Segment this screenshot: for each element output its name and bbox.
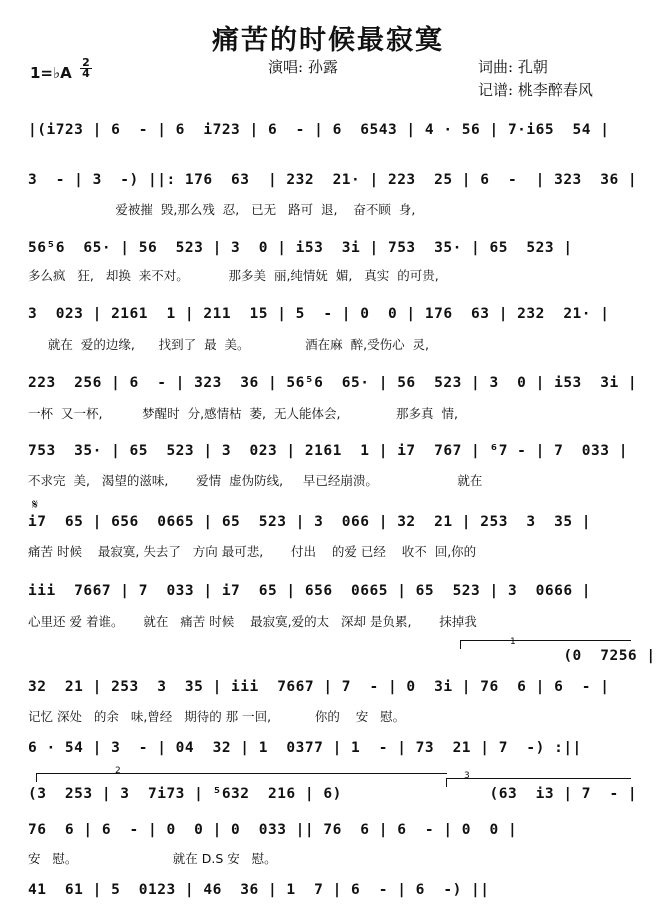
singer-credit: 演唱: 孙露 (268, 58, 338, 76)
lyrics-line-5: 一杯 又一杯, 梦醒时 分,感情枯 萎, 无人能体会, 那多真 情, (28, 406, 458, 421)
notation-line-1: |(i723 | 6 - | 6 i723 | 6 - | 6 6543 | 4 · 56 | 7·i65 54 | (28, 122, 610, 138)
notation-line-6: 753 35· | 65 523 | 3 023 | 2161 1 | i7 767 | ⁶7 - | 7 033 | (28, 443, 628, 459)
ending-number-3: 3 (464, 771, 470, 781)
lyrics-line-8: 心里还 爱 着谁。 就在 痛苦 时候 最寂寞,爱的太 深却 是负累, 抹掉我 (28, 614, 477, 629)
lyrics-line-3: 多么疯 狂, 却换 来不对。 那多美 丽,纯情妩 媚, 真实 的可贵, (28, 268, 439, 283)
notation-line-10: 32 21 | 253 3 35 | iii 7667 | 7 - | 0 3i | 76 6 | 6 - | (28, 679, 610, 695)
song-title: 痛苦的时候最寂寞 (212, 25, 444, 56)
lyrics-line-2: 爱被摧 毁,那么残 忍, 已无 路可 退, 奋不顾 身, (28, 202, 416, 217)
ending-bracket-2 (36, 773, 447, 782)
lyrics-line-4: 就在 爱的边缘, 找到了 最 美。 酒在麻 醉,受伤心 灵, (28, 337, 429, 352)
segno-sign: 𝄋 (32, 497, 39, 513)
notation-line-3: 56⁵6 65· | 56 523 | 3 0 | i53 3i | 753 35· | 65 523 | (28, 240, 573, 256)
notation-line-7: i7 65 | 656 0665 | 65 523 | 3 066 | 32 21 | 253 3 35 | (28, 514, 592, 530)
notation-line-9: (0 7256 | (28, 648, 656, 664)
lyrics-line-6: 不求完 美, 渴望的滋味, 爱情 虚伪防线, 早已经崩溃。 就在 (28, 473, 483, 488)
notation-line-2: 3 - | 3 -) ||: 176 63 | 232 21· | 223 25 | 6 - | 323 36 | (28, 172, 638, 188)
notation-line-5: 223 256 | 6 - | 323 36 | 56⁵6 65· | 56 523 | 3 0 | i53 3i | (28, 375, 638, 391)
time-signature (80, 58, 92, 79)
notation-line-11: 6 · 54 | 3 - | 04 32 | 1 0377 | 1 - | 73 21 | 7 -) :|| (28, 740, 582, 756)
transcriber-credit: 记谱: 桃李醉春风 (478, 81, 593, 99)
lyrics-line-13: 安 慰。 就在 D.S 安 慰。 (28, 851, 277, 866)
ending-number-2: 2 (115, 766, 121, 776)
notation-line-4: 3 023 | 2161 1 | 211 15 | 5 - | 0 0 | 176 63 | 232 21· | (28, 306, 610, 322)
notation-line-14: 41 61 | 5 0123 | 46 36 | 1 7 | 6 - | 6 -) || (28, 882, 490, 898)
key-signature: 1=♭A (30, 64, 72, 82)
composer-credit: 词曲: 孔朝 (478, 58, 548, 76)
meter-bottom: 4 (80, 68, 92, 79)
notation-line-12: (3 253 | 3 7i73 | ⁵632 216 | 6) (63 i3 | 7 - | (28, 786, 638, 802)
notation-line-8: iii 7667 | 7 033 | i7 65 | 656 0665 | 65 523 | 3 0666 | (28, 583, 592, 599)
lyrics-line-7: 痛苦 时候 最寂寞, 失去了 方向 最可悲, 付出 的爱 已经 收不 回,你的 (28, 544, 477, 559)
ending-number-1: 1 (510, 637, 516, 647)
notation-line-13: 76 6 | 6 - | 0 0 | 0 033 || 76 6 | 6 - | 0 0 | (28, 822, 518, 838)
meter-top: 2 (82, 56, 90, 69)
lyrics-line-10: 记忆 深处 的余 味,曾经 期待的 那 一回, 你的 安 慰。 (28, 709, 406, 724)
